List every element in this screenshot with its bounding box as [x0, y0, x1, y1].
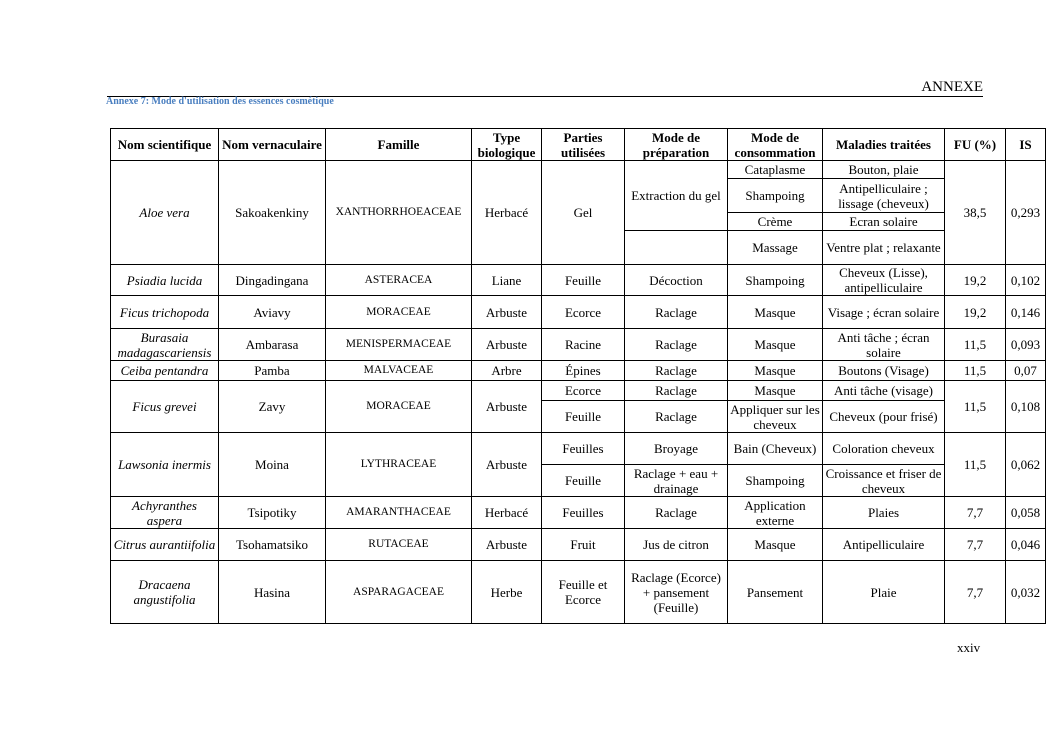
cell-cons: Masque — [728, 329, 823, 361]
cell-fu: 11,5 — [945, 433, 1006, 497]
cell-vern: Sakoakenkiny — [219, 161, 326, 265]
cell-part: Feuille et Ecorce — [542, 561, 625, 624]
cell-type: Arbuste — [472, 381, 542, 433]
table-row — [111, 265, 1046, 296]
cell-fam: ASTERACEA — [326, 265, 472, 296]
table-row — [111, 381, 1046, 401]
cell-prep-empty — [625, 231, 728, 265]
cell-is: 0,093 — [1006, 329, 1046, 361]
cell-type: Herbacé — [472, 497, 542, 529]
cell-fam: MENISPERMACEAE — [326, 329, 472, 361]
cell-fu: 7,7 — [945, 561, 1006, 624]
cell-sci: Lawsonia inermis — [111, 433, 219, 497]
cell-is: 0,07 — [1006, 361, 1046, 381]
cell-vern: Pamba — [219, 361, 326, 381]
cell-mal: Plaies — [823, 497, 945, 529]
cell-type: Arbuste — [472, 329, 542, 361]
header-row — [111, 129, 1046, 161]
cell-prep: Raclage — [625, 329, 728, 361]
cell-part: Ecorce — [542, 381, 625, 401]
cell-fam: AMARANTHACEAE — [326, 497, 472, 529]
cell-is: 0,032 — [1006, 561, 1046, 624]
cell-type: Arbuste — [472, 296, 542, 329]
cell-cons: Masque — [728, 296, 823, 329]
cell-mal: Anti tâche ; écran solaire — [823, 329, 945, 361]
cell-prep: Décoction — [625, 265, 728, 296]
cell-sci: Aloe vera — [111, 161, 219, 265]
cell-prep: Raclage (Ecorce) + pansement (Feuille) — [625, 561, 728, 624]
cell-cons: Crème — [728, 213, 823, 231]
cell-cons: Masque — [728, 529, 823, 561]
cell-type: Herbe — [472, 561, 542, 624]
cell-cons: Masque — [728, 361, 823, 381]
cell-part: Ecorce — [542, 296, 625, 329]
cell-sci: Burasaia madagascariensis — [111, 329, 219, 361]
cell-cons: Massage — [728, 231, 823, 265]
cell-fu: 7,7 — [945, 529, 1006, 561]
cell-vern: Ambarasa — [219, 329, 326, 361]
col-header: Maladies traitées — [823, 129, 945, 161]
cell-fam: XANTHORRHOEACEAE — [326, 161, 472, 265]
cell-cons: Cataplasme — [728, 161, 823, 179]
cell-is: 0,102 — [1006, 265, 1046, 296]
cell-type: Arbuste — [472, 433, 542, 497]
cell-cons: Shampoing — [728, 265, 823, 296]
cell-sci: Ficus trichopoda — [111, 296, 219, 329]
cell-fu: 11,5 — [945, 329, 1006, 361]
cell-sci: Ceiba pentandra — [111, 361, 219, 381]
cell-vern: Tsohamatsiko — [219, 529, 326, 561]
cell-fu: 7,7 — [945, 497, 1006, 529]
table-row — [111, 361, 1046, 381]
cell-is: 0,293 — [1006, 161, 1046, 265]
cell-vern: Zavy — [219, 381, 326, 433]
cell-mal: Antipelliculaire ; lissage (cheveux) — [823, 179, 945, 213]
cell-is: 0,046 — [1006, 529, 1046, 561]
cell-part: Gel — [542, 161, 625, 265]
cell-prep: Raclage — [625, 361, 728, 381]
table-caption: Annexe 7: Mode d'utilisation des essences cosmétique — [106, 96, 334, 107]
cell-type: Liane — [472, 265, 542, 296]
cell-is: 0,146 — [1006, 296, 1046, 329]
col-header: IS — [1006, 129, 1046, 161]
annex-title: ANNEXE — [921, 79, 983, 95]
cell-cons: Shampoing — [728, 179, 823, 213]
cell-prep: Raclage — [625, 296, 728, 329]
cell-prep: Raclage — [625, 497, 728, 529]
cell-fu: 19,2 — [945, 265, 1006, 296]
cell-vern: Tsipotiky — [219, 497, 326, 529]
cell-cons: Masque — [728, 381, 823, 401]
cell-mal: Plaie — [823, 561, 945, 624]
cell-prep: Raclage — [625, 401, 728, 433]
col-header: FU (%) — [945, 129, 1006, 161]
cell-part: Racine — [542, 329, 625, 361]
cell-mal: Cheveux (pour frisé) — [823, 401, 945, 433]
col-header: Famille — [326, 129, 472, 161]
cell-prep: Raclage + eau + drainage — [625, 465, 728, 497]
cell-part: Fruit — [542, 529, 625, 561]
cell-mal: Croissance et friser de cheveux — [823, 465, 945, 497]
cell-cons: Pansement — [728, 561, 823, 624]
cell-part: Feuilles — [542, 497, 625, 529]
cell-fam: ASPARAGACEAE — [326, 561, 472, 624]
cell-sci: Ficus grevei — [111, 381, 219, 433]
cell-mal: Visage ; écran solaire — [823, 296, 945, 329]
cell-part: Feuilles — [542, 433, 625, 465]
cell-mal: Anti tâche (visage) — [823, 381, 945, 401]
table-row — [111, 433, 1046, 465]
cell-sci: Psiadia lucida — [111, 265, 219, 296]
cell-mal: Ecran solaire — [823, 213, 945, 231]
cell-fu: 19,2 — [945, 296, 1006, 329]
cell-is: 0,108 — [1006, 381, 1046, 433]
cell-fu: 11,5 — [945, 361, 1006, 381]
page-number: xxiv — [957, 640, 981, 655]
cell-type: Arbuste — [472, 529, 542, 561]
cell-vern: Moina — [219, 433, 326, 497]
cell-mal: Ventre plat ; relaxante — [823, 231, 945, 265]
cell-prep: Jus de citron — [625, 529, 728, 561]
col-header: Nom vernaculaire — [219, 129, 326, 161]
cell-fam: MORACEAE — [326, 381, 472, 433]
cell-is: 0,058 — [1006, 497, 1046, 529]
essences-table — [110, 128, 1046, 624]
page-header — [107, 78, 983, 97]
table-row — [111, 561, 1046, 624]
cell-mal: Antipelliculaire — [823, 529, 945, 561]
cell-cons: Application externe — [728, 497, 823, 529]
col-header: Type biologique — [472, 129, 542, 161]
table-row — [111, 296, 1046, 329]
cell-vern: Aviavy — [219, 296, 326, 329]
table-row — [111, 497, 1046, 529]
col-header: Mode de consommation — [728, 129, 823, 161]
cell-part: Épines — [542, 361, 625, 381]
cell-sci: Achyranthes aspera — [111, 497, 219, 529]
cell-mal: Cheveux (Lisse), antipelliculaire — [823, 265, 945, 296]
cell-type: Arbre — [472, 361, 542, 381]
cell-part: Feuille — [542, 465, 625, 497]
cell-vern: Dingadingana — [219, 265, 326, 296]
table-row — [111, 329, 1046, 361]
cell-cons: Shampoing — [728, 465, 823, 497]
table-row — [111, 161, 1046, 179]
cell-mal: Bouton, plaie — [823, 161, 945, 179]
cell-fam: MORACEAE — [326, 296, 472, 329]
cell-prep: Broyage — [625, 433, 728, 465]
cell-is: 0,062 — [1006, 433, 1046, 497]
cell-fam: MALVACEAE — [326, 361, 472, 381]
cell-sci: Dracaena angustifolia — [111, 561, 219, 624]
cell-prep: Raclage — [625, 381, 728, 401]
cell-fu: 11,5 — [945, 381, 1006, 433]
cell-mal: Coloration cheveux — [823, 433, 945, 465]
cell-fam: RUTACEAE — [326, 529, 472, 561]
col-header: Parties utilisées — [542, 129, 625, 161]
cell-fam: LYTHRACEAE — [326, 433, 472, 497]
col-header: Nom scientifique — [111, 129, 219, 161]
cell-cons: Bain (Cheveux) — [728, 433, 823, 465]
cell-cons: Appliquer sur les cheveux — [728, 401, 823, 433]
cell-vern: Hasina — [219, 561, 326, 624]
cell-mal: Boutons (Visage) — [823, 361, 945, 381]
table-row — [111, 529, 1046, 561]
cell-fu: 38,5 — [945, 161, 1006, 265]
cell-part: Feuille — [542, 401, 625, 433]
cell-sci: Citrus aurantiifolia — [111, 529, 219, 561]
cell-type: Herbacé — [472, 161, 542, 265]
cell-prep: Extraction du gel — [625, 161, 728, 231]
col-header: Mode de préparation — [625, 129, 728, 161]
cell-part: Feuille — [542, 265, 625, 296]
